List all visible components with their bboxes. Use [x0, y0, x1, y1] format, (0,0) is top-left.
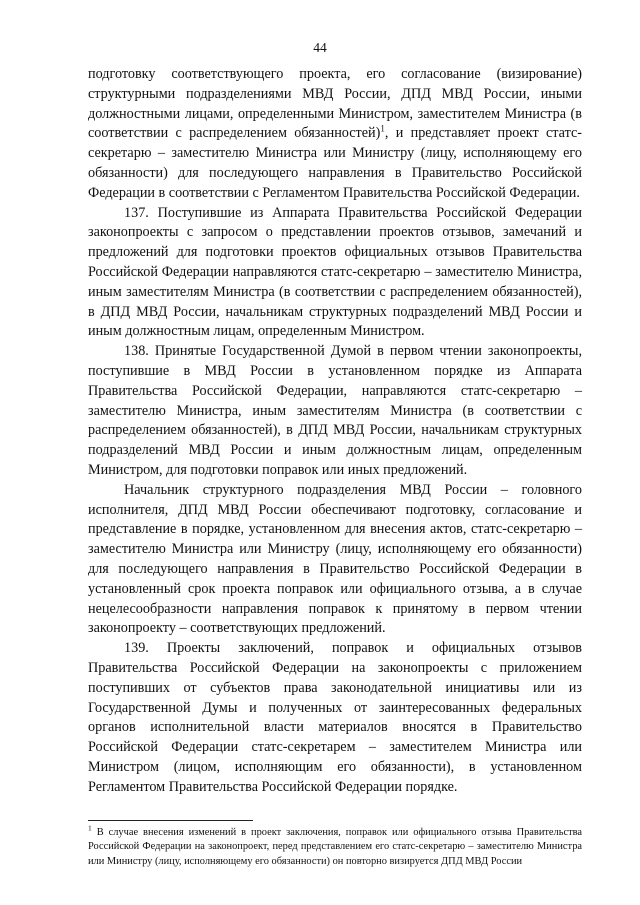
document-body	[88, 65, 582, 797]
paragraph-text: подготовку соответствующего проекта, его согласование (визирование) структурными подразделениями МВД России, ДПД МВД России, иными должностными лицами, определенными Министром, заместителем Министра (в соответствии с распределением обязанностей)	[88, 66, 582, 142]
paragraph-137: 137. Поступившие из Аппарата Правительства Российской Федерации законопроекты с запросом о представлении проектов отзывов, замечаний и предложений для подготовки проектов официальных отзывов Правительства Российской Федерации направляются статс-секретарю – заместителю Министра, иным заместителям Министра (в соответствии с распределением обязанностей), в ДПД МВД России, начальникам структурных подразделений МВД России и иным должностным лицам, определенным Министром.	[88, 204, 582, 340]
paragraph-138: 138. Принятые Государственной Думой в первом чтении законопроекты, поступившие в МВД России в установленном порядке из Аппарата Правительства Российской Федерации, направляются статс-секретарю – заместителю Министра, иным заместителям Министра (в соответствии с распределением обязанностей), в ДПД МВД России, начальникам структурных подразделений МВД России и иным должностным лицам, определенным Министром, для подготовки поправок или иных предложений.	[88, 343, 582, 478]
page-number: 44	[313, 40, 327, 55]
paragraph-138-continued: Начальник структурного подразделения МВД России – головного исполнителя, ДПД МВД России обеспечивают подготовку, согласование и представление в порядке, установленном для внесения актов, статс-секретарю – заместителю Министра или Министру (лицу, исполняющему его обязанности) для последующего направления в Правительство Российской Федерации в установленный срок проекта поправок или официального отзыва, а в случае нецелесообразности направления поправок к принятому в первом чтении законопроекту – соответствующих предложений.	[88, 481, 582, 637]
footnote-divider	[88, 820, 253, 821]
footnote-reference: 1	[380, 123, 385, 134]
paragraph-139: 139. Проекты заключений, поправок и официальных отзывов Правительства Российской Федерации на законопроекты с приложением поступивших от субъектов права законодательной инициативы или из Государственной Думы и полученных от заинтересованных федеральных органов исполнительной власти материалов вносятся в Правительство Российской Федерации статс-секретарем – заместителем Министра или Министром (лицом, исполняющим его обязанности), в установленном Регламентом Правительства Российской Федерации порядке.	[88, 640, 582, 795]
paragraph-text-tail: , и представляет проект статс-секретарю – заместителю Министра или Министру (лицу, исполняющему его обязанности) для последующего направления в Правительство Российской Федерации в соответствии с Регламентом Правительства Российской Федерации.	[88, 125, 582, 201]
footnote-text: В случае внесения изменений в проект заключения, поправок или официального отзыва Правительства Российской Федерации на законопроект, перед представлением его статс-секретарю – заместителю Министра или Министру (лицу, исполняющему его обязанности) он повторно визируется ДПД МВД России	[88, 827, 582, 867]
footnote-mark: 1	[88, 823, 92, 833]
paragraph-continuation	[88, 65, 582, 204]
footnote	[88, 823, 582, 869]
